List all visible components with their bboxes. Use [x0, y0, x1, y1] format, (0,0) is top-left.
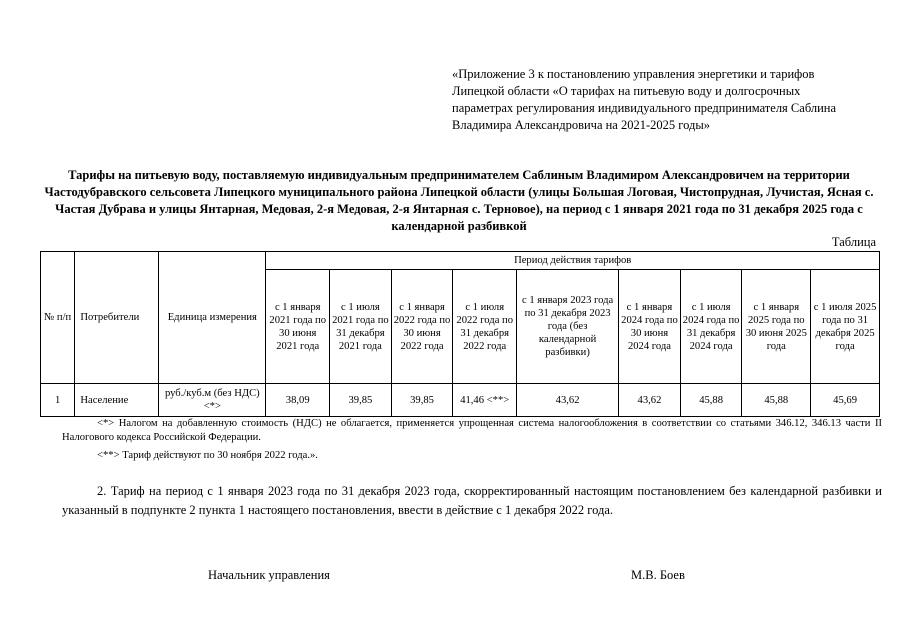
tariff-value: 45,88 [742, 384, 811, 417]
signature-position: Начальник управления [208, 568, 330, 582]
period-header: с 1 января 2025 года по 30 июня 2025 года [742, 270, 811, 384]
tariff-value: 43,62 [619, 384, 681, 417]
paragraph-2: 2. Тариф на период с 1 января 2023 года по 31 декабря 2023 года, скорректированный настоящим постановлением без календарной разбивки и указанный в подпункте 2 пункта 1 настоящего постановления, ввести в действие с 1 декабря 2022 года. [62, 484, 882, 517]
tariff-value: 45,69 [811, 384, 880, 417]
header-period: Период действия тарифов [266, 252, 880, 270]
row-unit: руб./куб.м (без НДС) <*> [159, 384, 266, 417]
tariff-value: 41,46 <**> [453, 384, 517, 417]
header-number: № п/п [41, 252, 75, 384]
appendix-reference: «Приложение 3 к постановлению управления энергетики и тарифов Липецкой области «О тарифах на питьевую воду и долгосрочных параметрах регулирования индивидуального предпринимателя Саблина Владимира Александровича на 2021-2025 годы» [452, 67, 837, 132]
footnote-tariff-validity: <**> Тариф действуют по 30 ноября 2022 года.». [97, 450, 318, 461]
period-header: с 1 июля 2021 года по 31 декабря 2021 года [330, 270, 392, 384]
document-title: Тарифы на питьевую воду, поставляемую индивидуальным предпринимателем Саблиным Владимиром Александровичем на территории Частодубравского сельсовета Липецкого муниципального района Липецкой области (улицы Большая Логовая, Чистопрудная, Лучистая, Ясная с. Частая Дубрава и улицы Янтарная, Медовая, 2-я Медовая, 2-я Янтарная с. Терновое), на период с 1 января 2021 года по 31 декабря 2025 года с календарной разбивкой [44, 168, 874, 233]
period-header: с 1 июля 2025 года по 31 декабря 2025 года [811, 270, 880, 384]
table-row [41, 384, 880, 417]
period-header: с 1 января 2022 года по 30 июня 2022 года [391, 270, 453, 384]
tariff-value: 45,88 [680, 384, 742, 417]
tariff-value: 39,85 [391, 384, 453, 417]
period-header: с 1 июля 2022 года по 31 декабря 2022 года [453, 270, 517, 384]
signature-name: М.В. Боев [631, 568, 685, 582]
period-header: с 1 января 2024 года по 30 июня 2024 года [619, 270, 681, 384]
row-number: 1 [41, 384, 75, 417]
header-unit: Единица измерения [159, 252, 266, 384]
header-consumers: Потребители [75, 252, 159, 384]
row-consumer: Население [75, 384, 159, 417]
period-header: с 1 января 2021 года по 30 июня 2021 года [266, 270, 330, 384]
footnote-vat: <*> Налогом на добавленную стоимость (НДС) не облагается, применяется упрощенная система налогообложения в соответствии со статьями 346.12, 346.13 части II Налогового кодекса Российской Федерации. [62, 418, 882, 443]
tariff-value: 43,62 [517, 384, 619, 417]
period-header: с 1 июля 2024 года по 31 декабря 2024 года [680, 270, 742, 384]
tariff-table [40, 251, 880, 417]
tariff-value: 38,09 [266, 384, 330, 417]
tariff-value: 39,85 [330, 384, 392, 417]
table-label: Таблица [831, 235, 876, 249]
period-header: с 1 января 2023 года по 31 декабря 2023 года (без календарной разбивки) [517, 270, 619, 384]
